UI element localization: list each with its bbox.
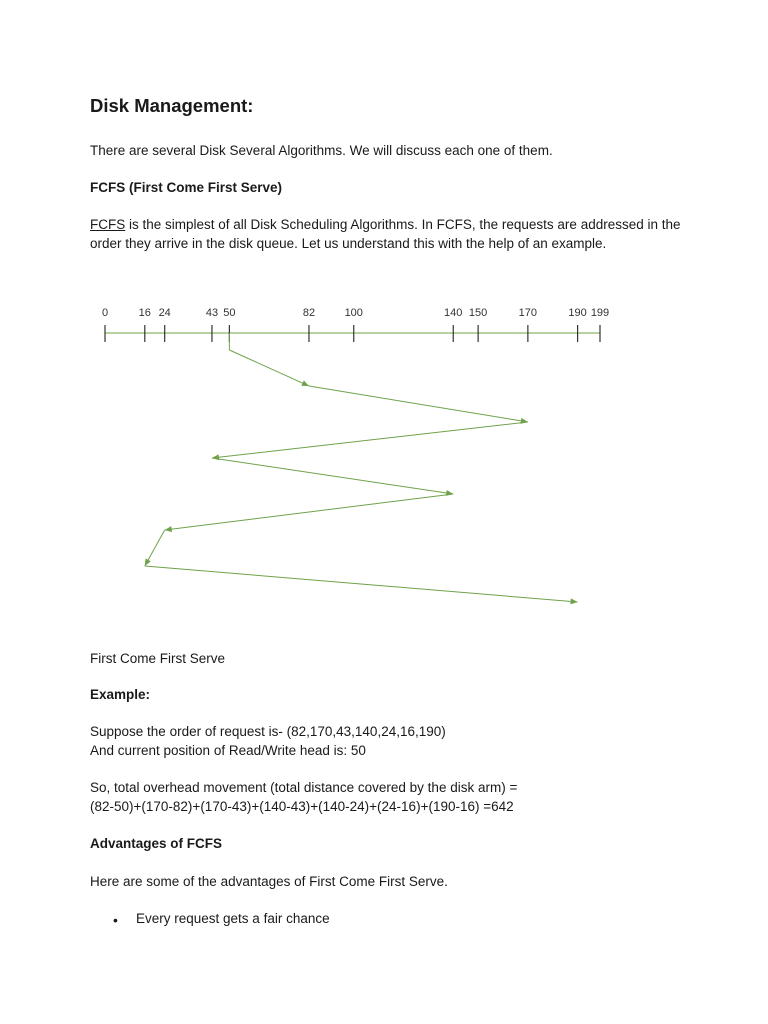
fcfs-paragraph-line-1-rest: is the simplest of all Disk Scheduling Algorithms. In FCFS, the requests are addressed in the — [125, 217, 681, 232]
axis-tick-label-50: 50 — [223, 307, 236, 319]
fcfs-paragraph-line-2: order they arrive in the disk queue. Let us understand this with the help of an example. — [90, 236, 607, 251]
axis-tick-label-16: 16 — [138, 307, 151, 319]
axis-tick-label-190: 190 — [568, 307, 587, 319]
disk-axis — [102, 307, 609, 342]
fcfs-term: FCFS — [90, 217, 126, 232]
bullet-item: Every request gets a fair chance — [136, 911, 330, 926]
axis-tick-label-43: 43 — [205, 307, 219, 319]
intro-text: There are several Disk Several Algorithms. We will discuss each one of them. — [90, 143, 553, 158]
movement-segment-82-to-170 — [309, 386, 528, 422]
head-movement-path — [145, 333, 578, 604]
example-head-position: And current position of Read/Write head is: 50 — [90, 743, 366, 758]
axis-tick-label-170: 170 — [518, 307, 538, 319]
total-movement-line-2: (82-50)+(170-82)+(170-43)+(140-43)+(140-24)+(24-16)+(190-16) =642 — [90, 799, 514, 814]
advantages-intro: Here are some of the advantages of First Come First Serve. — [90, 874, 448, 889]
axis-tick-label-0: 0 — [101, 307, 109, 319]
section-heading-fcfs: FCFS (First Come First Serve) — [90, 180, 283, 195]
total-movement-line-1: So, total overhead movement (total distance covered by the disk arm) = — [90, 780, 518, 795]
figure-caption: First Come First Serve — [90, 651, 226, 666]
example-request-order: Suppose the order of request is- (82,170,43,140,24,16,190) — [90, 724, 446, 739]
advantages-heading: Advantages of FCFS — [90, 836, 223, 851]
bullet-icon: • — [113, 912, 118, 928]
example-heading: Example: — [90, 687, 151, 702]
movement-segment-50-to-82 — [229, 350, 309, 386]
movement-segment-16-to-190 — [145, 566, 578, 602]
axis-tick-label-199: 199 — [590, 307, 610, 319]
movement-segment-140-to-24 — [165, 494, 454, 530]
page-title: Disk Management: — [90, 95, 254, 116]
axis-tick-label-100: 100 — [344, 307, 363, 319]
movement-segment-43-to-140 — [212, 458, 453, 494]
movement-segment-170-to-43 — [212, 422, 528, 458]
axis-tick-label-150: 150 — [468, 307, 488, 319]
axis-tick-label-82: 82 — [302, 307, 316, 319]
axis-tick-label-140: 140 — [444, 307, 463, 319]
axis-tick-label-24: 24 — [158, 307, 171, 319]
movement-arrowhead-24 — [165, 526, 172, 532]
